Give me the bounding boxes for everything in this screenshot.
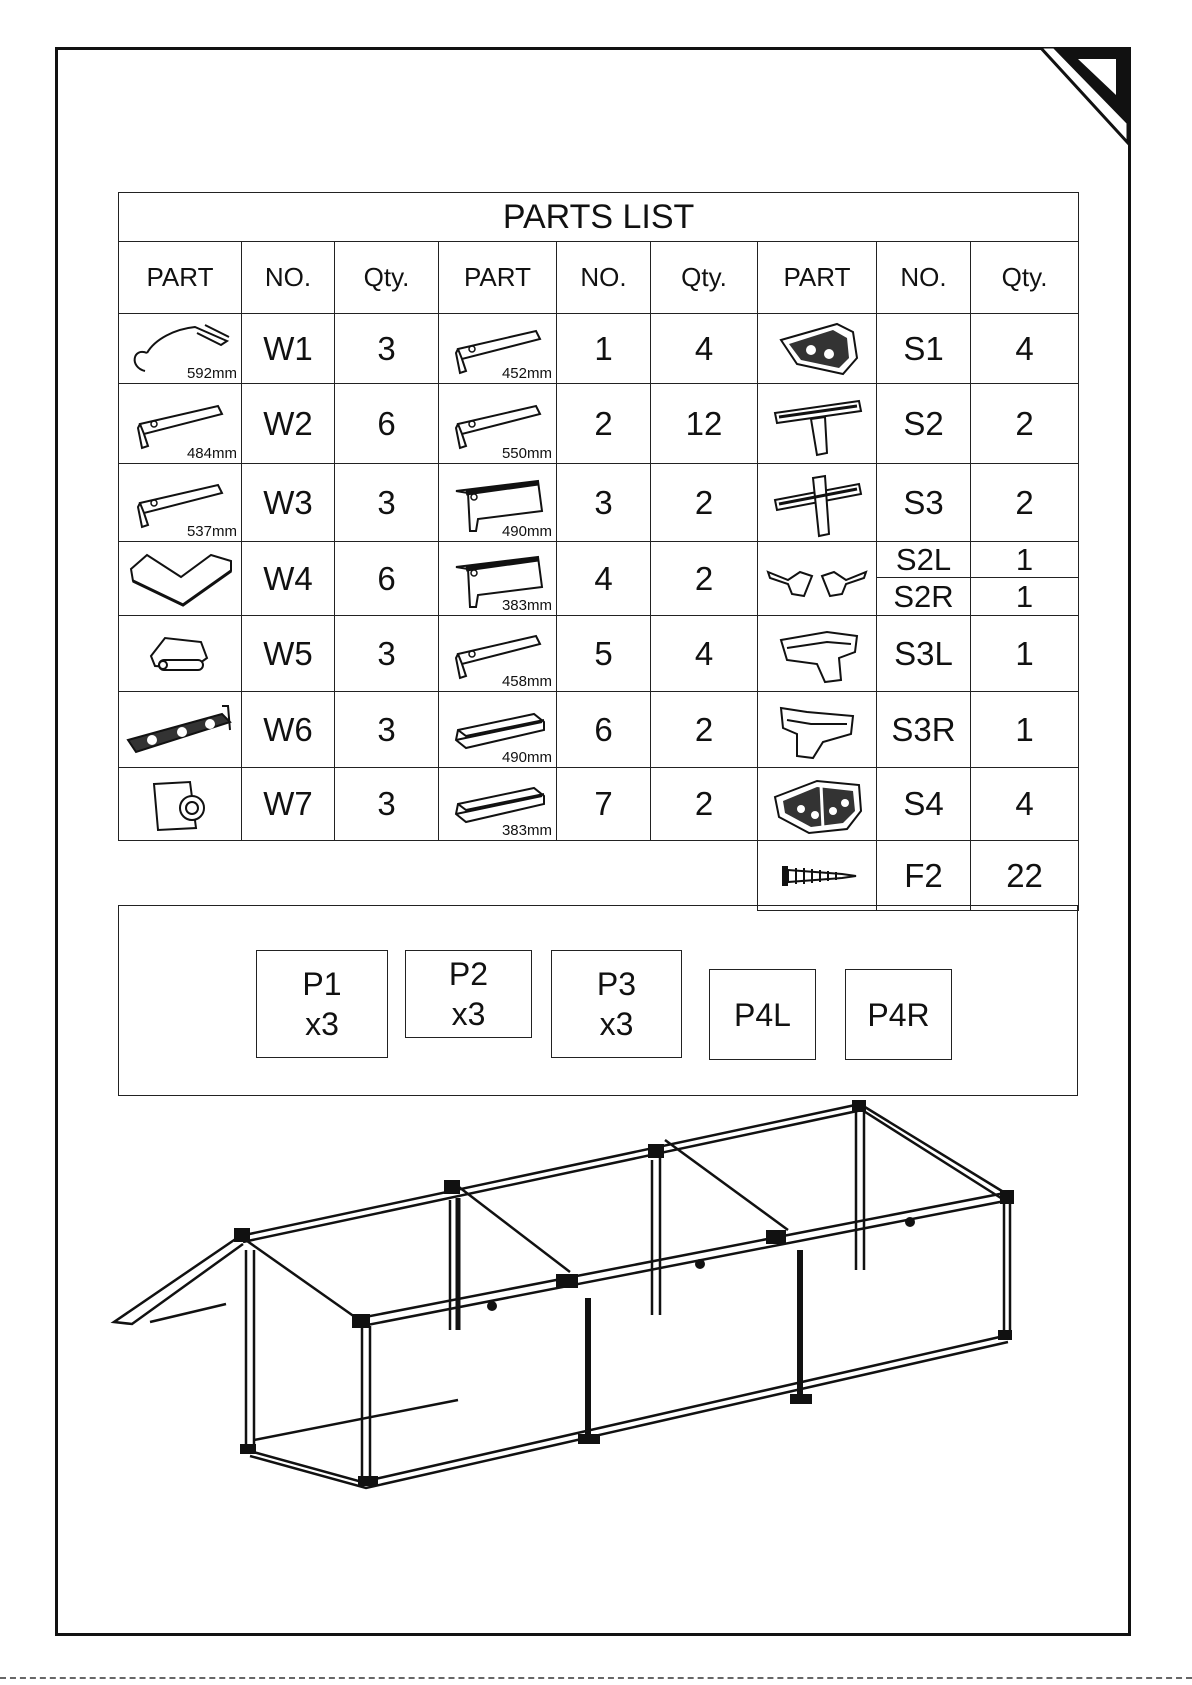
part-image-cell xyxy=(119,692,242,768)
part-quantity: 4 xyxy=(651,314,758,384)
header-no: NO. xyxy=(242,242,335,314)
hinge-icon xyxy=(135,624,225,684)
part-number: 2 xyxy=(557,384,651,464)
part-image-cell xyxy=(758,768,877,841)
part-quantity: 3 xyxy=(335,692,439,768)
header-qty: Qty. xyxy=(335,242,439,314)
part-number: 6 xyxy=(557,692,651,768)
part-number: W4 xyxy=(242,542,335,616)
part-image-cell xyxy=(758,692,877,768)
part-image-cell xyxy=(439,768,557,841)
part-quantity: 22 xyxy=(971,841,1079,911)
corner-tab-icon xyxy=(1040,47,1131,147)
part-quantity: 1 xyxy=(971,542,1078,578)
part-image-cell xyxy=(119,768,242,841)
part-quantity: 2 xyxy=(651,692,758,768)
part-dimension: 550mm xyxy=(501,445,552,462)
part-dimension: 490mm xyxy=(501,523,552,540)
part-quantity: 2 xyxy=(971,464,1079,542)
part-image-cell xyxy=(439,384,557,464)
header-qty: Qty. xyxy=(971,242,1079,314)
part-quantity: 4 xyxy=(651,616,758,692)
part-image-cell xyxy=(439,542,557,616)
panel-p1 xyxy=(256,950,388,1058)
part-number: W2 xyxy=(242,384,335,464)
part-image-cell xyxy=(119,464,242,542)
panel-p4l xyxy=(709,969,816,1060)
part-image-cell xyxy=(119,616,242,692)
header-qty: Qty. xyxy=(651,242,758,314)
split-quantity-cell xyxy=(971,542,1079,616)
part-quantity: 3 xyxy=(335,768,439,841)
parts-list-title: PARTS LIST xyxy=(119,193,1079,242)
part-number: S3 xyxy=(877,464,971,542)
t-connector-icon xyxy=(767,389,867,459)
part-dimension: 484mm xyxy=(186,445,237,462)
part-image-cell xyxy=(439,464,557,542)
table-row xyxy=(119,542,1079,616)
part-image-cell xyxy=(439,616,557,692)
side-clips-icon xyxy=(764,554,870,604)
table-row xyxy=(119,692,1079,768)
left-bracket-icon xyxy=(767,622,867,686)
part-quantity: 3 xyxy=(335,314,439,384)
part-image-cell xyxy=(758,616,877,692)
part-number: W3 xyxy=(242,464,335,542)
part-number: S4 xyxy=(877,768,971,841)
panel-p4r xyxy=(845,969,952,1060)
part-number: W1 xyxy=(242,314,335,384)
panel-label: P2 xyxy=(448,956,489,992)
table-row xyxy=(119,314,1079,384)
panel-p2 xyxy=(405,950,532,1038)
part-image-cell xyxy=(758,464,877,542)
stay-arm-icon xyxy=(122,700,238,760)
parts-list-table xyxy=(118,192,1079,911)
part-quantity: 1 xyxy=(971,692,1079,768)
part-number: F2 xyxy=(877,841,971,911)
table-row xyxy=(119,841,1079,911)
part-number: W6 xyxy=(242,692,335,768)
part-number: S3L xyxy=(877,616,971,692)
part-image-cell xyxy=(439,314,557,384)
part-number: 3 xyxy=(557,464,651,542)
table-row xyxy=(119,464,1079,542)
empty-cell xyxy=(119,841,758,911)
part-quantity: 3 xyxy=(335,616,439,692)
part-number: W5 xyxy=(242,616,335,692)
panel-quantity: x3 xyxy=(599,1006,634,1042)
panels-section xyxy=(118,905,1078,1096)
knob-clip-icon xyxy=(140,772,220,836)
part-quantity: 4 xyxy=(971,768,1079,841)
part-image-cell xyxy=(758,314,877,384)
part-dimension: 383mm xyxy=(501,822,552,839)
panel-label: P3 xyxy=(596,966,637,1002)
part-quantity: 2 xyxy=(651,464,758,542)
page-edge-line xyxy=(0,1677,1192,1679)
panel-p3 xyxy=(551,950,682,1058)
corner-bracket-icon xyxy=(767,318,867,380)
cross-connector-icon xyxy=(767,468,867,538)
part-number: S2 xyxy=(877,384,971,464)
part-quantity: 2 xyxy=(651,542,758,616)
part-quantity: 3 xyxy=(335,464,439,542)
table-row xyxy=(119,616,1079,692)
header-part: PART xyxy=(758,242,877,314)
part-number: S3R xyxy=(877,692,971,768)
part-quantity: 6 xyxy=(335,542,439,616)
header-no: NO. xyxy=(877,242,971,314)
header-part: PART xyxy=(119,242,242,314)
l-corner-icon xyxy=(125,547,235,611)
part-number: 5 xyxy=(557,616,651,692)
part-quantity: 2 xyxy=(971,384,1079,464)
part-quantity: 6 xyxy=(335,384,439,464)
panel-label: P4R xyxy=(867,996,930,1033)
part-image-cell xyxy=(758,384,877,464)
double-bracket-icon xyxy=(767,771,867,837)
table-row xyxy=(119,768,1079,841)
part-quantity: 1 xyxy=(1015,578,1034,614)
table-row xyxy=(119,384,1079,464)
part-number: 1 xyxy=(557,314,651,384)
part-image-cell xyxy=(758,841,877,911)
screw-icon xyxy=(772,856,862,896)
part-dimension: 383mm xyxy=(501,597,552,614)
part-image-cell xyxy=(758,542,877,616)
part-dimension: 592mm xyxy=(186,365,237,382)
part-number: S2R xyxy=(893,578,954,614)
panel-quantity: x3 xyxy=(305,1006,339,1042)
panel-quantity: x3 xyxy=(451,996,486,1032)
part-dimension: 452mm xyxy=(501,365,552,382)
part-dimension: 458mm xyxy=(501,673,552,690)
right-bracket-icon xyxy=(767,698,867,762)
part-number: W7 xyxy=(242,768,335,841)
part-number: S2L xyxy=(877,542,970,578)
part-quantity: 1 xyxy=(971,616,1079,692)
part-quantity: 4 xyxy=(971,314,1079,384)
part-image-cell xyxy=(119,384,242,464)
part-number: 4 xyxy=(557,542,651,616)
panel-label: P1 xyxy=(302,966,342,1002)
header-no: NO. xyxy=(557,242,651,314)
part-quantity: 12 xyxy=(651,384,758,464)
part-quantity: 2 xyxy=(651,768,758,841)
part-dimension: 490mm xyxy=(501,749,552,766)
split-number-cell xyxy=(877,542,971,616)
part-image-cell xyxy=(119,314,242,384)
part-number: 7 xyxy=(557,768,651,841)
panel-label: P4L xyxy=(734,996,791,1033)
part-dimension: 537mm xyxy=(186,523,237,540)
part-image-cell xyxy=(119,542,242,616)
header-part: PART xyxy=(439,242,557,314)
header-row xyxy=(119,242,1079,314)
greenhouse-illustration-icon xyxy=(100,1100,1020,1500)
part-image-cell xyxy=(439,692,557,768)
part-number: S1 xyxy=(877,314,971,384)
